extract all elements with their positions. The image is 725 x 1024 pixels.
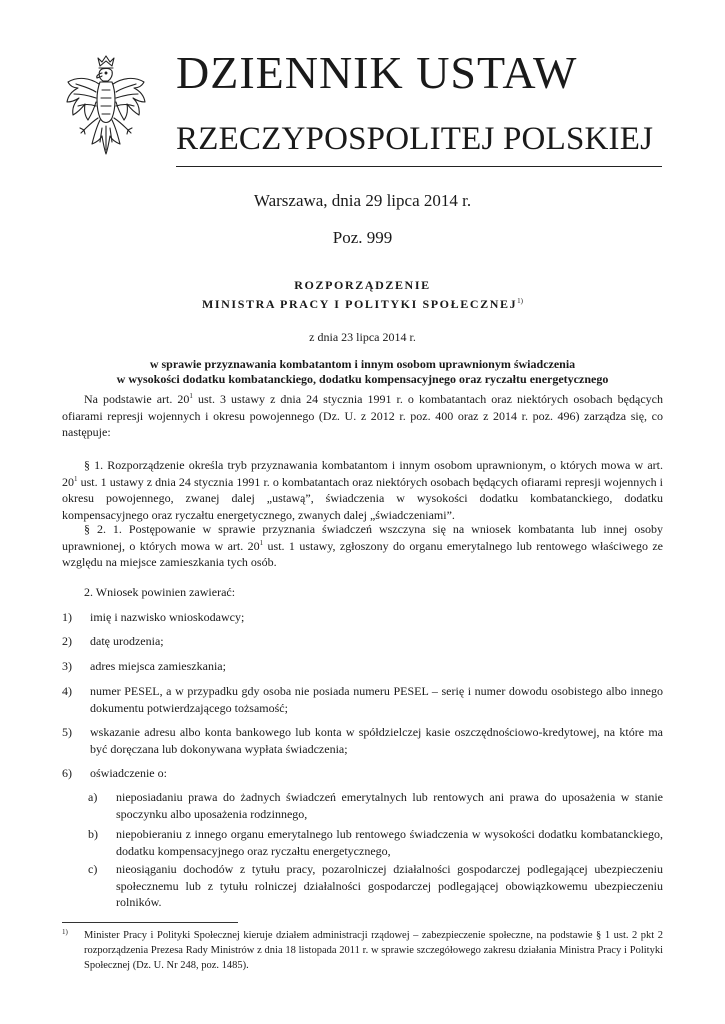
list-item-number: 1) xyxy=(62,610,72,624)
act-subject-line-1: w sprawie przyznawania kombatantom i innym osobom uprawnionym świadczenia xyxy=(149,357,576,371)
section-1-sup: 1 xyxy=(74,474,78,483)
preamble-text-a: Na podstawie art. 20 xyxy=(84,392,190,406)
act-issuer-text: MINISTRA PRACY I POLITYKI SPOŁECZNEJ xyxy=(201,297,518,311)
section-1-text-a: § 1. Rozporządzenie określa tryb przyznawania kombatantom i innym osobom uprawnionym, o których mowa w art. 20 xyxy=(62,458,663,489)
masthead-subtitle: RZECZYPOSPOLITEJ POLSKIEJ xyxy=(176,121,654,157)
sub-list-item-text: nieposiadaniu prawa do żadnych świadczeń emerytalnych lub rentowych ani prawa do uposażenia w stanie spoczynku albo uposażenia rodzinnego, xyxy=(116,790,663,821)
issue-date: Warszawa, dnia 29 lipca 2014 r. xyxy=(253,191,472,210)
issue-position: Poz. 999 xyxy=(332,228,393,247)
sub-list-item-text: niepobieraniu z innego organu emerytalnego lub rentowego świadczenia w wysokości dodatku kombatanckiego, dodatku kompensacyjnego oraz ryczałtu energetycznego, xyxy=(116,827,663,858)
list-item-text: imię i nazwisko wnioskodawcy; xyxy=(90,610,245,624)
preamble-text-b: ust. 3 ustawy z dnia 24 stycznia 1991 r. o kombatantach oraz niektórych osobach będących ofiarami represji wojennych i okresu powojennego (Dz. U. z 2012 r. poz. 400 oraz z 2014 r. poz. 496) zarządza się, co następuje: xyxy=(62,392,663,439)
act-date: z dnia 23 lipca 2014 r. xyxy=(309,330,416,344)
list-item-text: wskazanie adresu albo konta bankowego lub konta w spółdzielczej kasie oszczędnościowo-kredytowej, na które ma być doręczana lub dokonywana wypłata świadczenia; xyxy=(90,725,663,756)
act-type: ROZPORZĄDZENIE xyxy=(294,278,431,292)
section-2-text-b: ust. 1 ustawy, zgłoszony do organu emerytalnego lub rentowego właściwego ze względu na miejsce zamieszkania tych osób. xyxy=(62,538,663,569)
section-2-para-2-intro: 2. Wniosek powinien zawierać: xyxy=(84,585,236,599)
section-2-text-a: § 2. 1. Postępowanie w sprawie przyznania świadczeń wszczyna się na wniosek kombatanta lub innej osoby uprawnionej, o których mowa w art. 20 xyxy=(62,522,663,553)
section-1 xyxy=(62,457,663,523)
list-item-number: 6) xyxy=(62,766,72,780)
act-subject xyxy=(0,357,725,387)
list-item-number: 3) xyxy=(62,659,72,673)
act-issuer xyxy=(0,297,725,312)
list-item-number: 5) xyxy=(62,725,72,739)
polish-eagle-emblem-icon xyxy=(62,52,150,160)
list-item-number: 2) xyxy=(62,634,72,648)
list-item-number: 4) xyxy=(62,684,72,698)
masthead-divider xyxy=(176,166,662,167)
sub-list-item-letter: c) xyxy=(88,862,98,876)
list-item-text: numer PESEL, a w przypadku gdy osoba nie posiada numeru PESEL – serię i numer dowodu osobistego albo innego dokumentu potwierdzającego tożsamość; xyxy=(90,684,663,715)
footnote-mark: 1) xyxy=(62,928,68,936)
act-issuer-footnote-ref: 1) xyxy=(517,297,524,305)
footnote-text: Minister Pracy i Polityki Społecznej kieruje działem administracji rządowej – zabezpieczenie społeczne, na podstawie § 1 ust. 2 pkt 2 rozporządzenia Prezesa Rady Ministrów z dnia 18 listopada 2011 r. w sprawie szczegółowego zakresu działania Ministra Pracy i Polityki Społecznej (Dz. U. Nr 248, poz. 1485). xyxy=(84,930,663,971)
list-item-text: datę urodzenia; xyxy=(90,634,164,648)
masthead-title: DZIENNIK USTAW xyxy=(176,47,578,98)
footnote-divider xyxy=(62,922,238,923)
section-2-para-1 xyxy=(62,521,663,571)
list-item-text: adres miejsca zamieszkania; xyxy=(90,659,226,673)
list-item-text: oświadczenie o: xyxy=(90,766,167,780)
act-subject-line-2: w wysokości dodatku kombatanckiego, dodatku kompensacyjnego oraz ryczałtu energetycznego xyxy=(116,372,609,386)
section-2-sup: 1 xyxy=(259,538,264,547)
sub-list-item-letter: b) xyxy=(88,827,98,841)
sub-list-item-letter: a) xyxy=(88,790,98,804)
section-1-text-b: ust. 1 ustawy z dnia 24 stycznia 1991 r. o kombatantach oraz niektórych osobach będących ofiarami represji wojennych i okresu powojennego, zwanej dalej „ustawą”, świadczenia w wysokości dodatku kombatanckiego, dodatku kompensacyjnego oraz ryczałtu energetycznego, zwanych dalej „świadczeniami”. xyxy=(62,474,663,522)
preamble xyxy=(62,391,663,441)
sub-list-item-text: nieosiąganiu dochodów z tytułu pracy, pozarolniczej działalności gospodarczej podlegającej ubezpieczeniu społecznemu lub z tytułu rolniczej działalności gospodarczej podlegającej obowiązkowemu ubezpieczeniu rolników. xyxy=(116,862,663,909)
preamble-sup: 1 xyxy=(189,392,193,400)
